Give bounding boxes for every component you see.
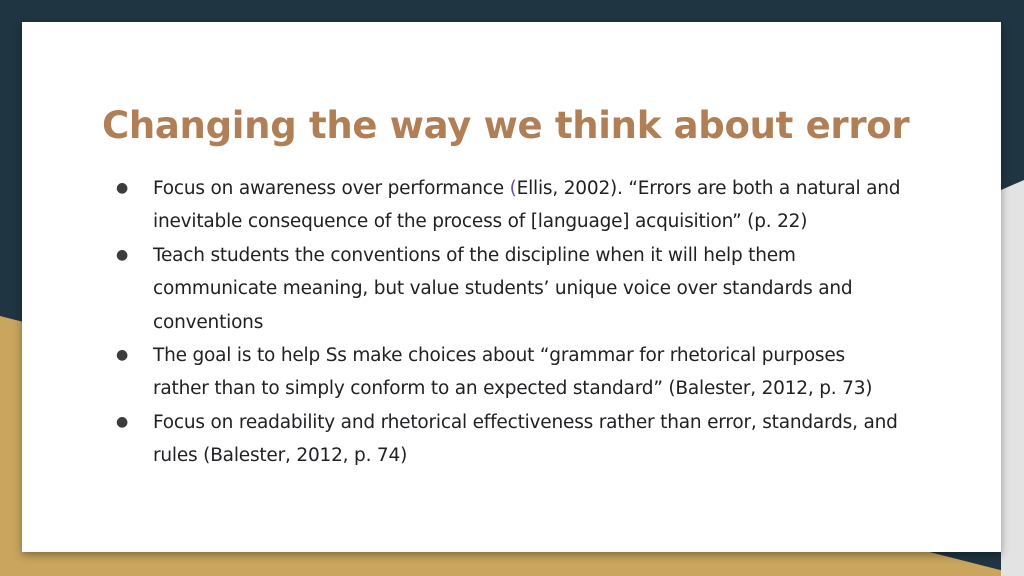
list-item	[112, 339, 902, 406]
bullet-icon: ●	[116, 413, 129, 430]
bullet-text: Focus on readability and rhetorical effectiveness rather than error, standards, and rules (Balester, 2012, p. 74)	[153, 411, 898, 467]
bullet-list	[112, 172, 902, 473]
slide-title: Changing the way we think about error	[102, 104, 910, 147]
list-item	[112, 172, 902, 239]
bullet-text: Ellis, 2002). “Errors are both a natural and inevitable consequence of the process of [language] acquisition” (p. 22)	[153, 178, 901, 233]
bullet-text-accent: (	[509, 178, 517, 199]
slide-card	[22, 22, 1001, 552]
list-item	[112, 239, 902, 339]
bullet-icon: ●	[116, 347, 129, 364]
bullet-text: Focus on awareness over performance	[153, 178, 510, 199]
bullet-text: The goal is to help Ss make choices about “grammar for rhetorical purposes rather than to simply conform to an expected standard” (Balester, 2012, p. 73)	[153, 345, 873, 400]
bullet-icon: ●	[116, 180, 129, 196]
bullet-icon: ●	[116, 246, 129, 263]
list-item	[112, 406, 902, 473]
bullet-text: Teach students the conventions of the discipline when it will help them communicate meaning, but value students’ unique voice over standards and conventions	[153, 244, 853, 333]
